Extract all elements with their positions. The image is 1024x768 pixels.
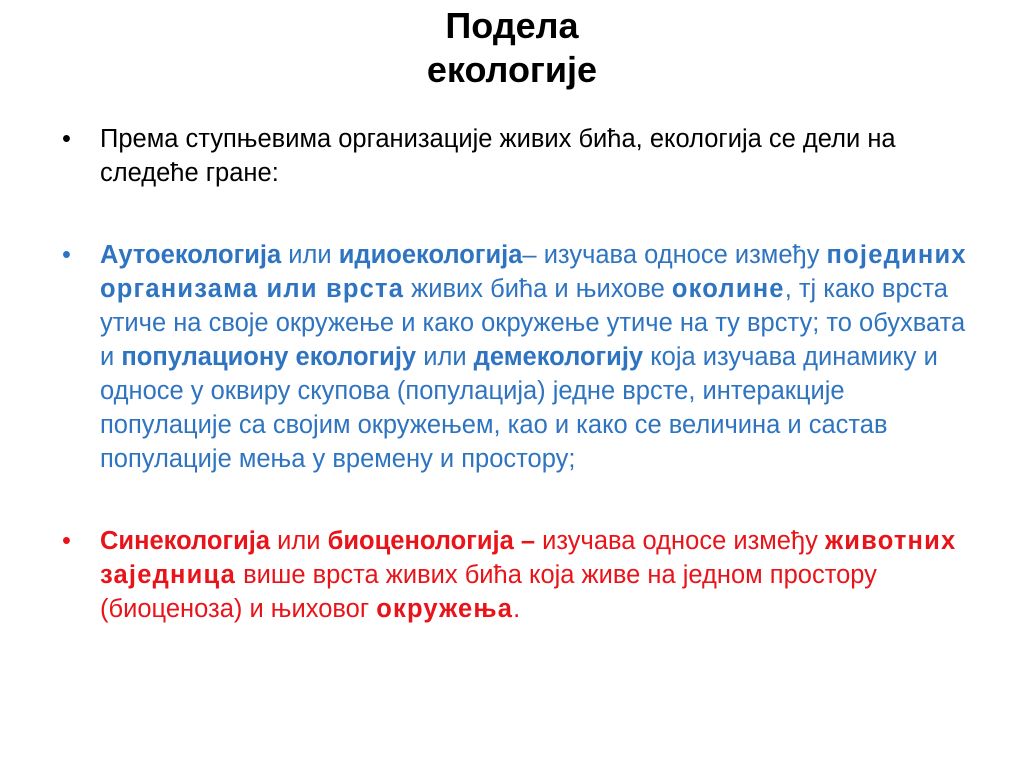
- text-segment: , тј како врста утиче на своје окружење и како окружење утиче на ту врсту; то обухвата и: [100, 275, 966, 371]
- emphasis-organisms: појединих организама или врста: [100, 241, 967, 303]
- term-biocenology: биоценологија –: [327, 527, 536, 555]
- text-segment: или: [270, 527, 328, 555]
- term-synecology: Синекологија: [100, 527, 271, 555]
- term-demecology: демекологију: [473, 343, 644, 371]
- bullet-intro: [60, 122, 980, 190]
- emphasis-communities: животних заједница: [100, 527, 957, 589]
- text-segment: .: [513, 595, 521, 623]
- bullet-autecology: [60, 238, 980, 476]
- bullet-intro-text: Према ступњевима организације живих бића, екологија се дели на следеће гране:: [100, 125, 896, 187]
- term-idioecology: идиоекологија: [338, 241, 523, 269]
- slide-title-line-1: Подела: [445, 5, 579, 46]
- bullet-synecology: [60, 524, 980, 626]
- slide-title: [0, 4, 1024, 92]
- text-segment: која изучава динамику и односе у оквиру скупова (популација) једне врсте, интеракције популације са својим окружењем, као и како се величина и састав популације мења у времену и простору;: [100, 343, 938, 473]
- term-population-ecology: популациону екологију: [121, 343, 417, 371]
- text-segment: или: [416, 343, 474, 371]
- term-autecology: Аутоекологија: [100, 241, 282, 269]
- text-segment: – изучава односе између: [522, 241, 827, 269]
- emphasis-surroundings: окружења: [376, 595, 514, 623]
- text-segment: изучава односе између: [535, 527, 826, 555]
- text-segment: или: [281, 241, 339, 269]
- slide-title-line-2: екологије: [426, 49, 598, 90]
- text-segment: више врста живих бића која живе на једном простору (биоценоза) и њиховог: [100, 561, 877, 623]
- emphasis-environment: околине: [671, 275, 785, 303]
- text-segment: живих бића и њихове: [404, 275, 672, 303]
- bullet-list: [60, 122, 980, 626]
